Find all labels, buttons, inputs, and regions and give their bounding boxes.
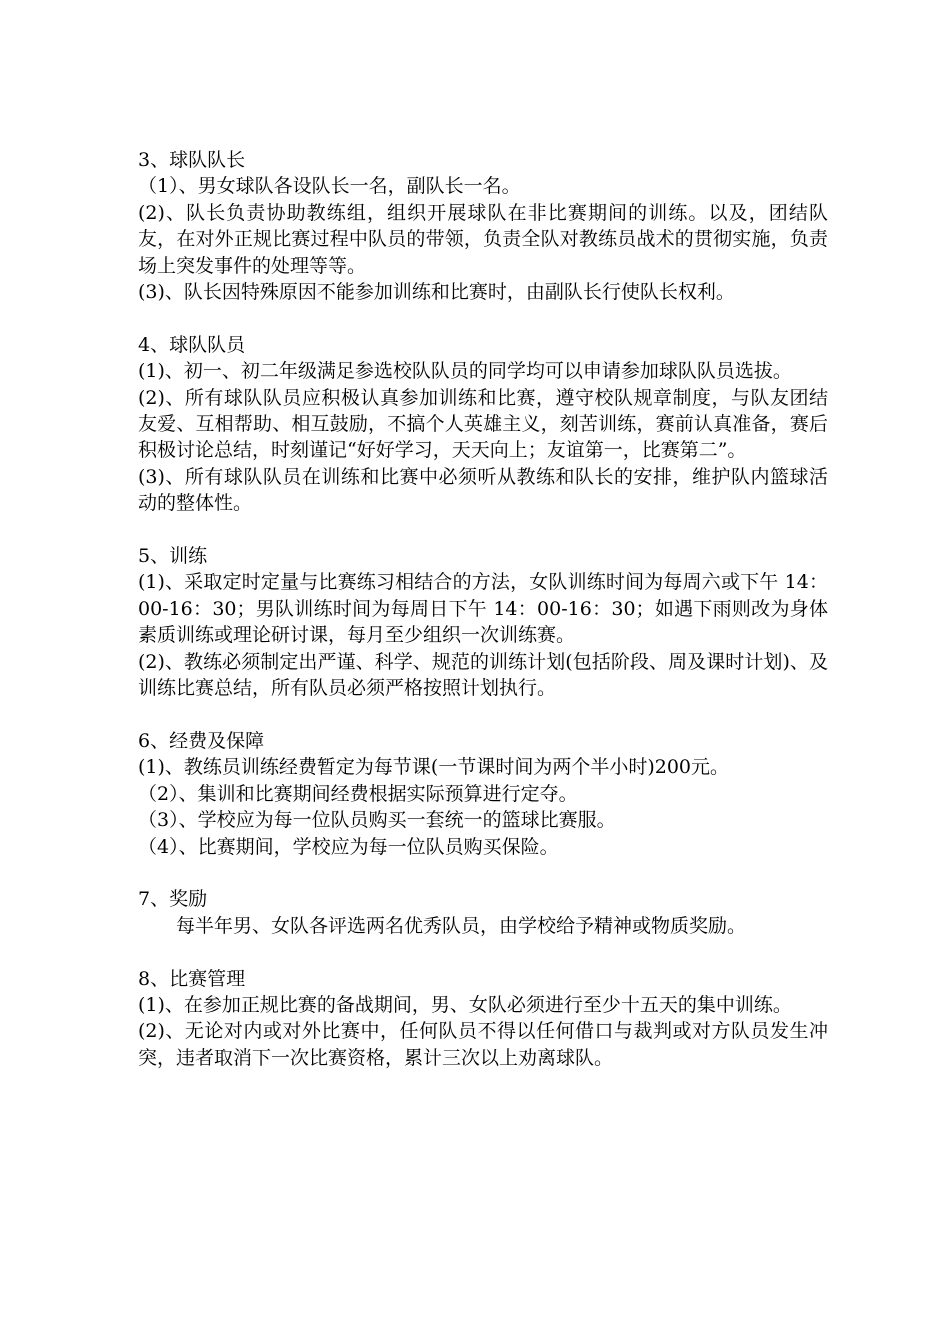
paragraph: (2)、教练必须制定出严谨、科学、规范的训练计划(包括阶段、周及课时计划)、及训练比赛总结，所有队员必须严格按照计划执行。 <box>138 650 828 700</box>
spacer <box>138 939 828 965</box>
paragraph: (3)、队长因特殊原因不能参加训练和比赛时，由副队长行使队长权利。 <box>138 281 735 304</box>
paragraph: （3）、学校应为每一位队员购买一套统一的篮球比赛服。 <box>138 809 616 832</box>
paragraph: (1)、采取定时定量与比赛练习相结合的方法，女队训练时间为每周六或下午 14：00-16：30；男队训练时间为每周日下午 14：00-16：30；如遇下雨则改为身体素质训练或理论研讨课，每月至少组织一次训练赛。 <box>138 571 828 647</box>
section-title: 6、经费及保障 <box>138 729 265 752</box>
section-funding <box>138 728 828 860</box>
document-page <box>138 147 828 1071</box>
section-training <box>138 543 828 701</box>
paragraph: 每半年男、女队各评选两名优秀队员，由学校给予精神或物质奖励。 <box>176 914 747 937</box>
section-team-members <box>138 332 828 517</box>
paragraph: (2)、队长负责协助教练组，组织开展球队在非比赛期间的训练。以及，团结队友，在对外正规比赛过程中队员的带领，负责全队对教练员战术的贯彻实施，负责场上突发事件的处理等等。 <box>138 201 828 277</box>
section-title: 5、训练 <box>138 545 208 568</box>
section-match-management <box>138 966 828 1072</box>
section-title: 7、奖励 <box>138 888 208 911</box>
paragraph: （1）、男女球队各设队长一名，副队长一名。 <box>138 175 521 198</box>
section-title: 4、球队队员 <box>138 333 246 356</box>
paragraph: （4）、比赛期间，学校应为每一位队员购买保险。 <box>138 835 559 858</box>
spacer <box>138 702 828 728</box>
section-rewards <box>138 886 828 939</box>
spacer <box>138 860 828 886</box>
paragraph: (2)、无论对内或对外比赛中，任何队员不得以任何借口与裁判或对方队员发生冲突，违者取消下一次比赛资格，累计三次以上劝离球队。 <box>138 1020 828 1069</box>
spacer <box>138 517 828 543</box>
paragraph: (1)、初一、初二年级满足参选校队队员的同学均可以申请参加球队队员选拔。 <box>138 360 792 383</box>
section-title: 8、比赛管理 <box>138 967 246 990</box>
paragraph: (2)、所有球队队员应积极认真参加训练和比赛，遵守校队规章制度，与队友团结友爱、互相帮助、相互鼓励，不搞个人英雄主义，刻苦训练，赛前认真准备，赛后积极讨论总结，时刻谨记“好好学习，天天向上；友谊第一，比赛第二”。 <box>138 386 828 462</box>
paragraph: （2）、集训和比赛期间经费根据实际预算进行定夺。 <box>138 782 578 805</box>
paragraph: (1)、在参加正规比赛的备战期间，男、女队必须进行至少十五天的集中训练。 <box>138 993 792 1016</box>
section-title: 3、球队队长 <box>138 149 246 171</box>
paragraph: (1)、教练员训练经费暂定为每节课(一节课时间为两个半小时)200元。 <box>138 756 730 779</box>
spacer <box>138 305 828 331</box>
section-team-captain <box>138 147 828 305</box>
paragraph: (3)、所有球队队员在训练和比赛中必须听从教练和队长的安排，维护队内篮球活动的整体性。 <box>138 465 828 515</box>
